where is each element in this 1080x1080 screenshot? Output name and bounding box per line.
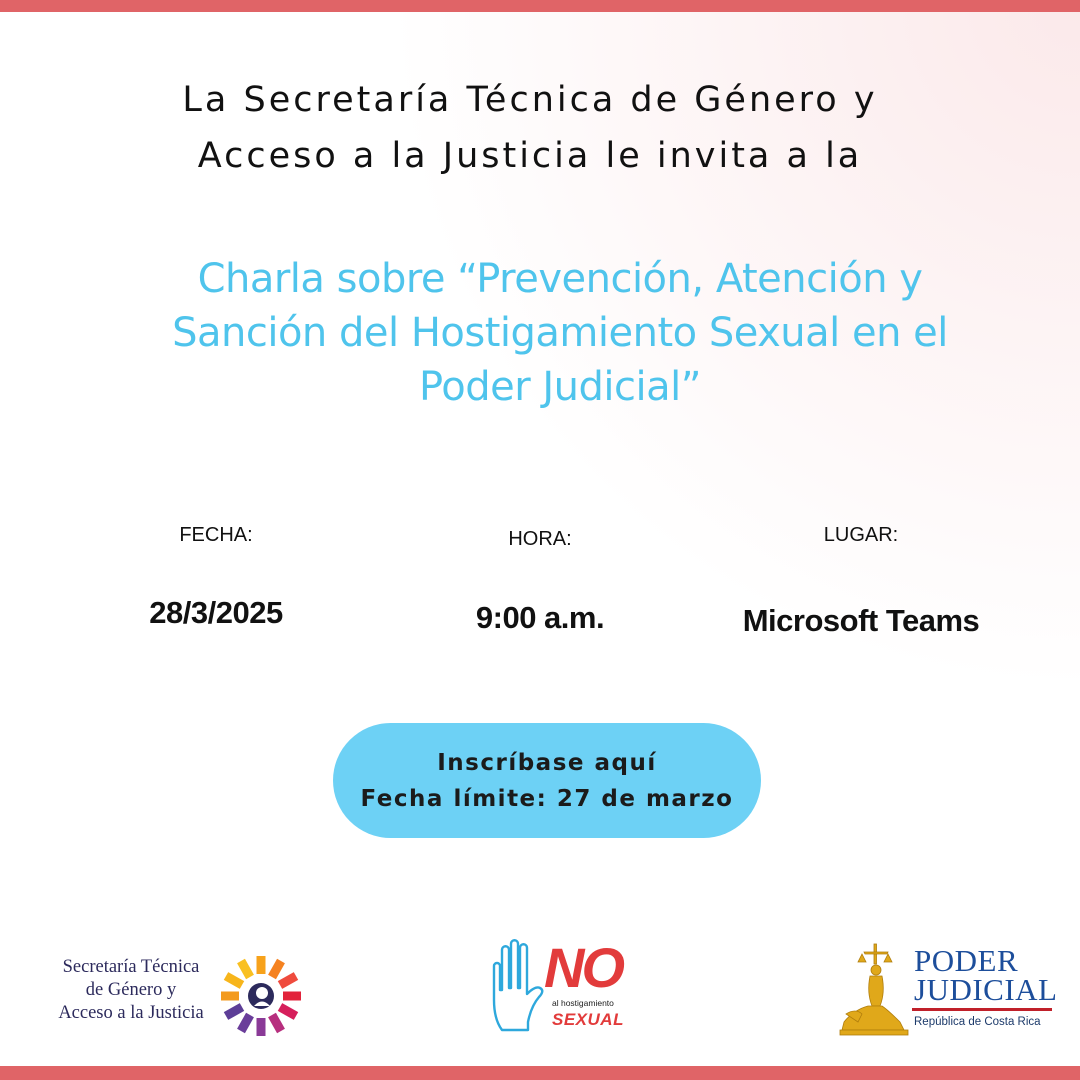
- hora-label: HORA:: [508, 528, 572, 550]
- justice-statue-icon: [838, 942, 914, 1038]
- al-hostigamiento-text: al hostigamiento: [552, 998, 614, 1008]
- poder-text: PODER: [914, 943, 1019, 978]
- republica-text: República de Costa Rica: [914, 1016, 1041, 1028]
- hora-block: [440, 528, 640, 636]
- intro-line-2: Acceso a la Justicia le invita a la: [197, 136, 863, 176]
- register-deadline: Fecha límite: 27 de marzo: [360, 785, 734, 812]
- stg-line-1: Secretaría Técnica: [62, 957, 200, 977]
- fecha-label: FECHA:: [179, 524, 253, 546]
- event-title-line-2: Sanción del Hostigamiento Sexual en el: [172, 310, 948, 356]
- lugar-value: Microsoft Teams: [742, 603, 980, 638]
- bottom-accent-bar: [0, 1066, 1080, 1080]
- sexual-text: SEXUAL: [552, 1010, 624, 1029]
- poder-judicial-wordmark: [914, 943, 1058, 1007]
- register-button[interactable]: [333, 723, 761, 838]
- hora-value: 9:00 a.m.: [475, 600, 605, 635]
- event-title-line-3: Poder Judicial”: [419, 364, 701, 410]
- no-hostigamiento-logo: [488, 936, 638, 1046]
- fecha-block: [116, 524, 316, 631]
- fecha-value: 28/3/2025: [149, 595, 283, 630]
- wordmark-underline: [912, 1008, 1052, 1011]
- invitation-intro: [0, 72, 1080, 184]
- lugar-block: [720, 524, 1002, 639]
- stg-line-2: de Género y: [85, 980, 177, 1000]
- secretaria-tecnica-logo: [46, 950, 286, 1040]
- stg-line-3: Acceso a la Justicia: [58, 1003, 204, 1023]
- event-title: [60, 252, 1060, 414]
- secretaria-tecnica-logo-text: [46, 956, 216, 1025]
- no-text: NO: [544, 936, 622, 999]
- color-wheel-icon: [211, 950, 329, 1042]
- intro-line-1: La Secretaría Técnica de Género y: [182, 80, 878, 120]
- top-accent-bar: [0, 0, 1080, 12]
- register-button-label: Inscríbase aquí: [437, 749, 657, 776]
- lugar-label: LUGAR:: [823, 524, 899, 546]
- event-title-line-1: Charla sobre “Prevención, Atención y: [197, 256, 923, 302]
- poder-judicial-logo: [838, 942, 1058, 1038]
- judicial-text: JUDICIAL: [914, 972, 1058, 1007]
